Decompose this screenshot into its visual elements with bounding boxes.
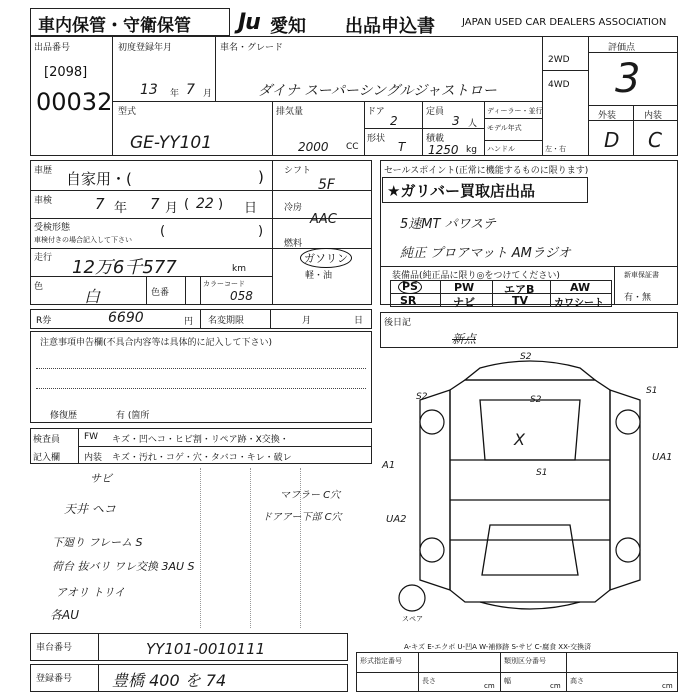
equip-navi: ナビ: [453, 296, 475, 309]
model-value: ダイナ スーパーシングルジャストロー: [258, 83, 497, 99]
lot-code: [2098]: [44, 65, 88, 80]
chassis-label: 車台番号: [36, 643, 73, 653]
repair-label: 修復歴: [50, 411, 78, 421]
drive-2wd: 2WD: [548, 55, 570, 65]
model-label: 車名・グレード: [220, 43, 284, 53]
load-value: 1250: [428, 143, 459, 157]
equip-aw: AW: [570, 281, 591, 294]
capacity-value: 3: [452, 114, 460, 128]
lot-label: 出品番号: [34, 43, 71, 53]
diagram-mark-s1-center: S1: [536, 468, 548, 478]
warranty-label: 新車保証書: [624, 271, 659, 279]
dims-length: 長さ: [422, 677, 436, 685]
period-day: 日: [354, 316, 364, 326]
cc-unit: CC: [346, 142, 359, 152]
dims-label-b: 類別区分番号: [504, 657, 546, 665]
association-name: JAPAN USED CAR DEALERS ASSOCIATION: [462, 17, 667, 28]
sales-line2: 純正 プロアマット AMラジオ: [400, 246, 571, 261]
note-4: ドアアー下部 C穴: [262, 512, 342, 523]
recycle-unit: 円: [184, 317, 194, 327]
grade-value: 3: [615, 56, 641, 102]
inspector-row1: キズ・凹ヘコ・ヒビ割・リペア跡・X交換・: [112, 435, 289, 445]
dims-width: 幅: [504, 677, 511, 685]
note-8: 各AU: [50, 608, 79, 622]
reg-month: 7: [186, 82, 195, 98]
dims-cm-2: cm: [550, 682, 561, 690]
handle-label: ハンドル: [487, 145, 515, 153]
door-value: 2: [390, 114, 398, 128]
spare-label: スペア: [402, 615, 423, 623]
grade-label: 評価点: [608, 43, 636, 53]
colorcode-label: カラーコード: [203, 280, 245, 288]
diagram-mark-s2-top: S2: [520, 352, 532, 362]
recycle-value: 6690: [108, 310, 144, 326]
inspector-label1: 検査員: [33, 435, 61, 445]
colorcode-value: 058: [230, 289, 253, 303]
inspector-row2-head: 内装: [84, 453, 103, 463]
reg-year: 13: [140, 82, 158, 98]
brand-name: 愛知: [270, 16, 306, 37]
capacity-label: 定員: [426, 107, 445, 117]
recycle-label: R券: [36, 316, 52, 326]
inspection-form-close: ): [258, 224, 264, 239]
color-code-label: 色番: [151, 288, 170, 298]
reg-label: 初度登録年月: [118, 43, 173, 53]
diagram-mark-x: X: [514, 430, 525, 449]
diagram-mark-a1: A1: [382, 460, 396, 471]
rear-box: [380, 312, 678, 348]
capacity-unit: 人: [468, 119, 478, 129]
dims-height: 高さ: [570, 677, 584, 685]
history-value: 自家用・(: [66, 170, 132, 188]
inspector-label2: 記入欄: [33, 453, 61, 463]
equip-ps: PS: [398, 280, 422, 294]
period-label: 名変期限: [208, 316, 245, 326]
fuel-label: 燃料: [284, 239, 303, 249]
wheel-fr: [616, 410, 640, 434]
shape-label: 形状: [367, 134, 386, 144]
shaken-m: 月: [165, 201, 179, 216]
shaken-label: 車検: [34, 196, 53, 206]
color-label: 色: [34, 282, 44, 292]
recycle-row: [30, 309, 372, 329]
shape-value: T: [398, 140, 406, 154]
aircon-value: AAC: [310, 212, 337, 227]
note-1: サビ: [90, 472, 112, 485]
equip-pw: PW: [454, 281, 475, 294]
interior-value: C: [648, 128, 662, 152]
door-label: ドア: [367, 107, 385, 117]
rear-stamp: 新点: [452, 332, 477, 346]
fuel-value: ガソリン: [300, 248, 352, 268]
diagram-mark-s2-left: S2: [416, 392, 428, 402]
exterior-label: 外装: [598, 111, 617, 121]
fuel-opt: 軽・油: [305, 271, 333, 281]
history-label: 車歴: [34, 166, 53, 176]
note-3: マフラー C穴: [280, 490, 341, 501]
inspector-row2: キズ・汚れ・コゲ・穴・タバコ・キレ・破レ: [112, 453, 292, 463]
shaken-d: 日: [244, 201, 258, 216]
lot-number: 00032: [36, 88, 113, 116]
wheel-fl: [420, 410, 444, 434]
shaken-month: 7: [150, 195, 160, 213]
form-title: 出品申込書: [345, 16, 435, 37]
equip-leather: カワシート: [554, 298, 604, 309]
rear-label: 後日記: [384, 318, 412, 328]
sales-line1: 5速MT パワステ: [400, 217, 496, 232]
equip-sr: SR: [400, 294, 417, 307]
repair-value: 有 (箇所: [116, 411, 150, 421]
note-7: アオリ トリイ: [56, 586, 126, 599]
equip-airbag: エアB: [504, 283, 535, 296]
drive-4wd: 4WD: [548, 80, 570, 90]
chassis-value: YY101-0010111: [146, 640, 266, 658]
diagram-mark-ua2: UA2: [386, 514, 407, 525]
shift-label: シフト: [284, 166, 312, 176]
dims-cm-3: cm: [662, 682, 673, 690]
wheel-spare: [399, 585, 425, 611]
shaken-day-open: (: [184, 197, 190, 212]
load-unit: kg: [466, 145, 477, 155]
type-label: 型式: [118, 107, 137, 117]
shaken-day-close: ): [218, 197, 224, 212]
dims-cm-1: cm: [484, 682, 495, 690]
shift-value: 5F: [318, 177, 335, 193]
shaken-day: 22: [196, 196, 214, 212]
aircon-label: 冷房: [284, 203, 303, 213]
equip-tv: TV: [512, 294, 529, 307]
reg-month-unit: 月: [203, 89, 213, 99]
shaken-y: 年: [114, 201, 128, 216]
sales-label: セールスポイント(正常に機能するものに限ります): [384, 166, 589, 176]
interior-label: 内装: [644, 111, 663, 121]
exterior-value: D: [604, 128, 620, 152]
inspection-form-open: (: [160, 224, 166, 239]
displacement-value: 2000: [298, 140, 329, 154]
wheel-rl: [420, 538, 444, 562]
diagram-legend: A-キズ E-エクボ U-凹A W-補修跡 S-サビ C-腐食 XX-交換済: [404, 643, 592, 651]
load-label: 積載: [426, 134, 445, 144]
period-month: 月: [302, 316, 312, 326]
dims-label-a: 形式指定番号: [360, 657, 402, 665]
displacement-label: 排気量: [276, 107, 304, 117]
note-2: 天井 ヘコ: [64, 502, 116, 516]
inspection-form-note: 車検付きの場合記入して下さい: [34, 236, 132, 244]
ju-logo: Ju: [238, 10, 260, 35]
note-6: 荷台 抜バリ ワレ交換 3AU S: [52, 560, 195, 573]
reg-year-unit: 年: [170, 89, 180, 99]
handle-options: 左・右: [545, 145, 566, 153]
inspection-form-label: 受検形態: [34, 223, 71, 233]
color-value: 白: [84, 287, 101, 306]
shaken-year: 7: [95, 195, 105, 213]
type-value: GE-YY101: [130, 133, 213, 153]
diagram-mark-s1-right: S1: [646, 386, 658, 396]
history-close: ): [258, 168, 264, 186]
warranty-value: 有・無: [624, 293, 652, 303]
inspector-row1-head: FW: [84, 432, 99, 442]
mileage-value: 12万6千577: [72, 257, 177, 278]
diagram-mark-ua1: UA1: [652, 452, 673, 463]
sales-banner-text: ★ガリバー買取店出品: [387, 182, 535, 200]
plate-label: 登録番号: [36, 674, 73, 684]
notice-label: 注意事項申告欄(不具合内容等は具体的に記入して下さい): [40, 338, 273, 348]
plate-value: 豊橋 400 を 74: [112, 671, 227, 690]
equipment-label: 装備品(純正品に限り◎をつけてください): [392, 271, 560, 281]
dealer-label: ディーラー・並行: [487, 107, 543, 115]
model-year-label: モデル年式: [487, 124, 522, 132]
storage-text: 車内保管・守衛保管: [38, 16, 191, 36]
mileage-unit: km: [232, 264, 246, 274]
note-5: 下廻り フレーム S: [52, 536, 143, 549]
diagram-mark-s2-roof: S2: [530, 395, 542, 405]
mileage-label: 走行: [34, 253, 53, 263]
wheel-rr: [616, 538, 640, 562]
